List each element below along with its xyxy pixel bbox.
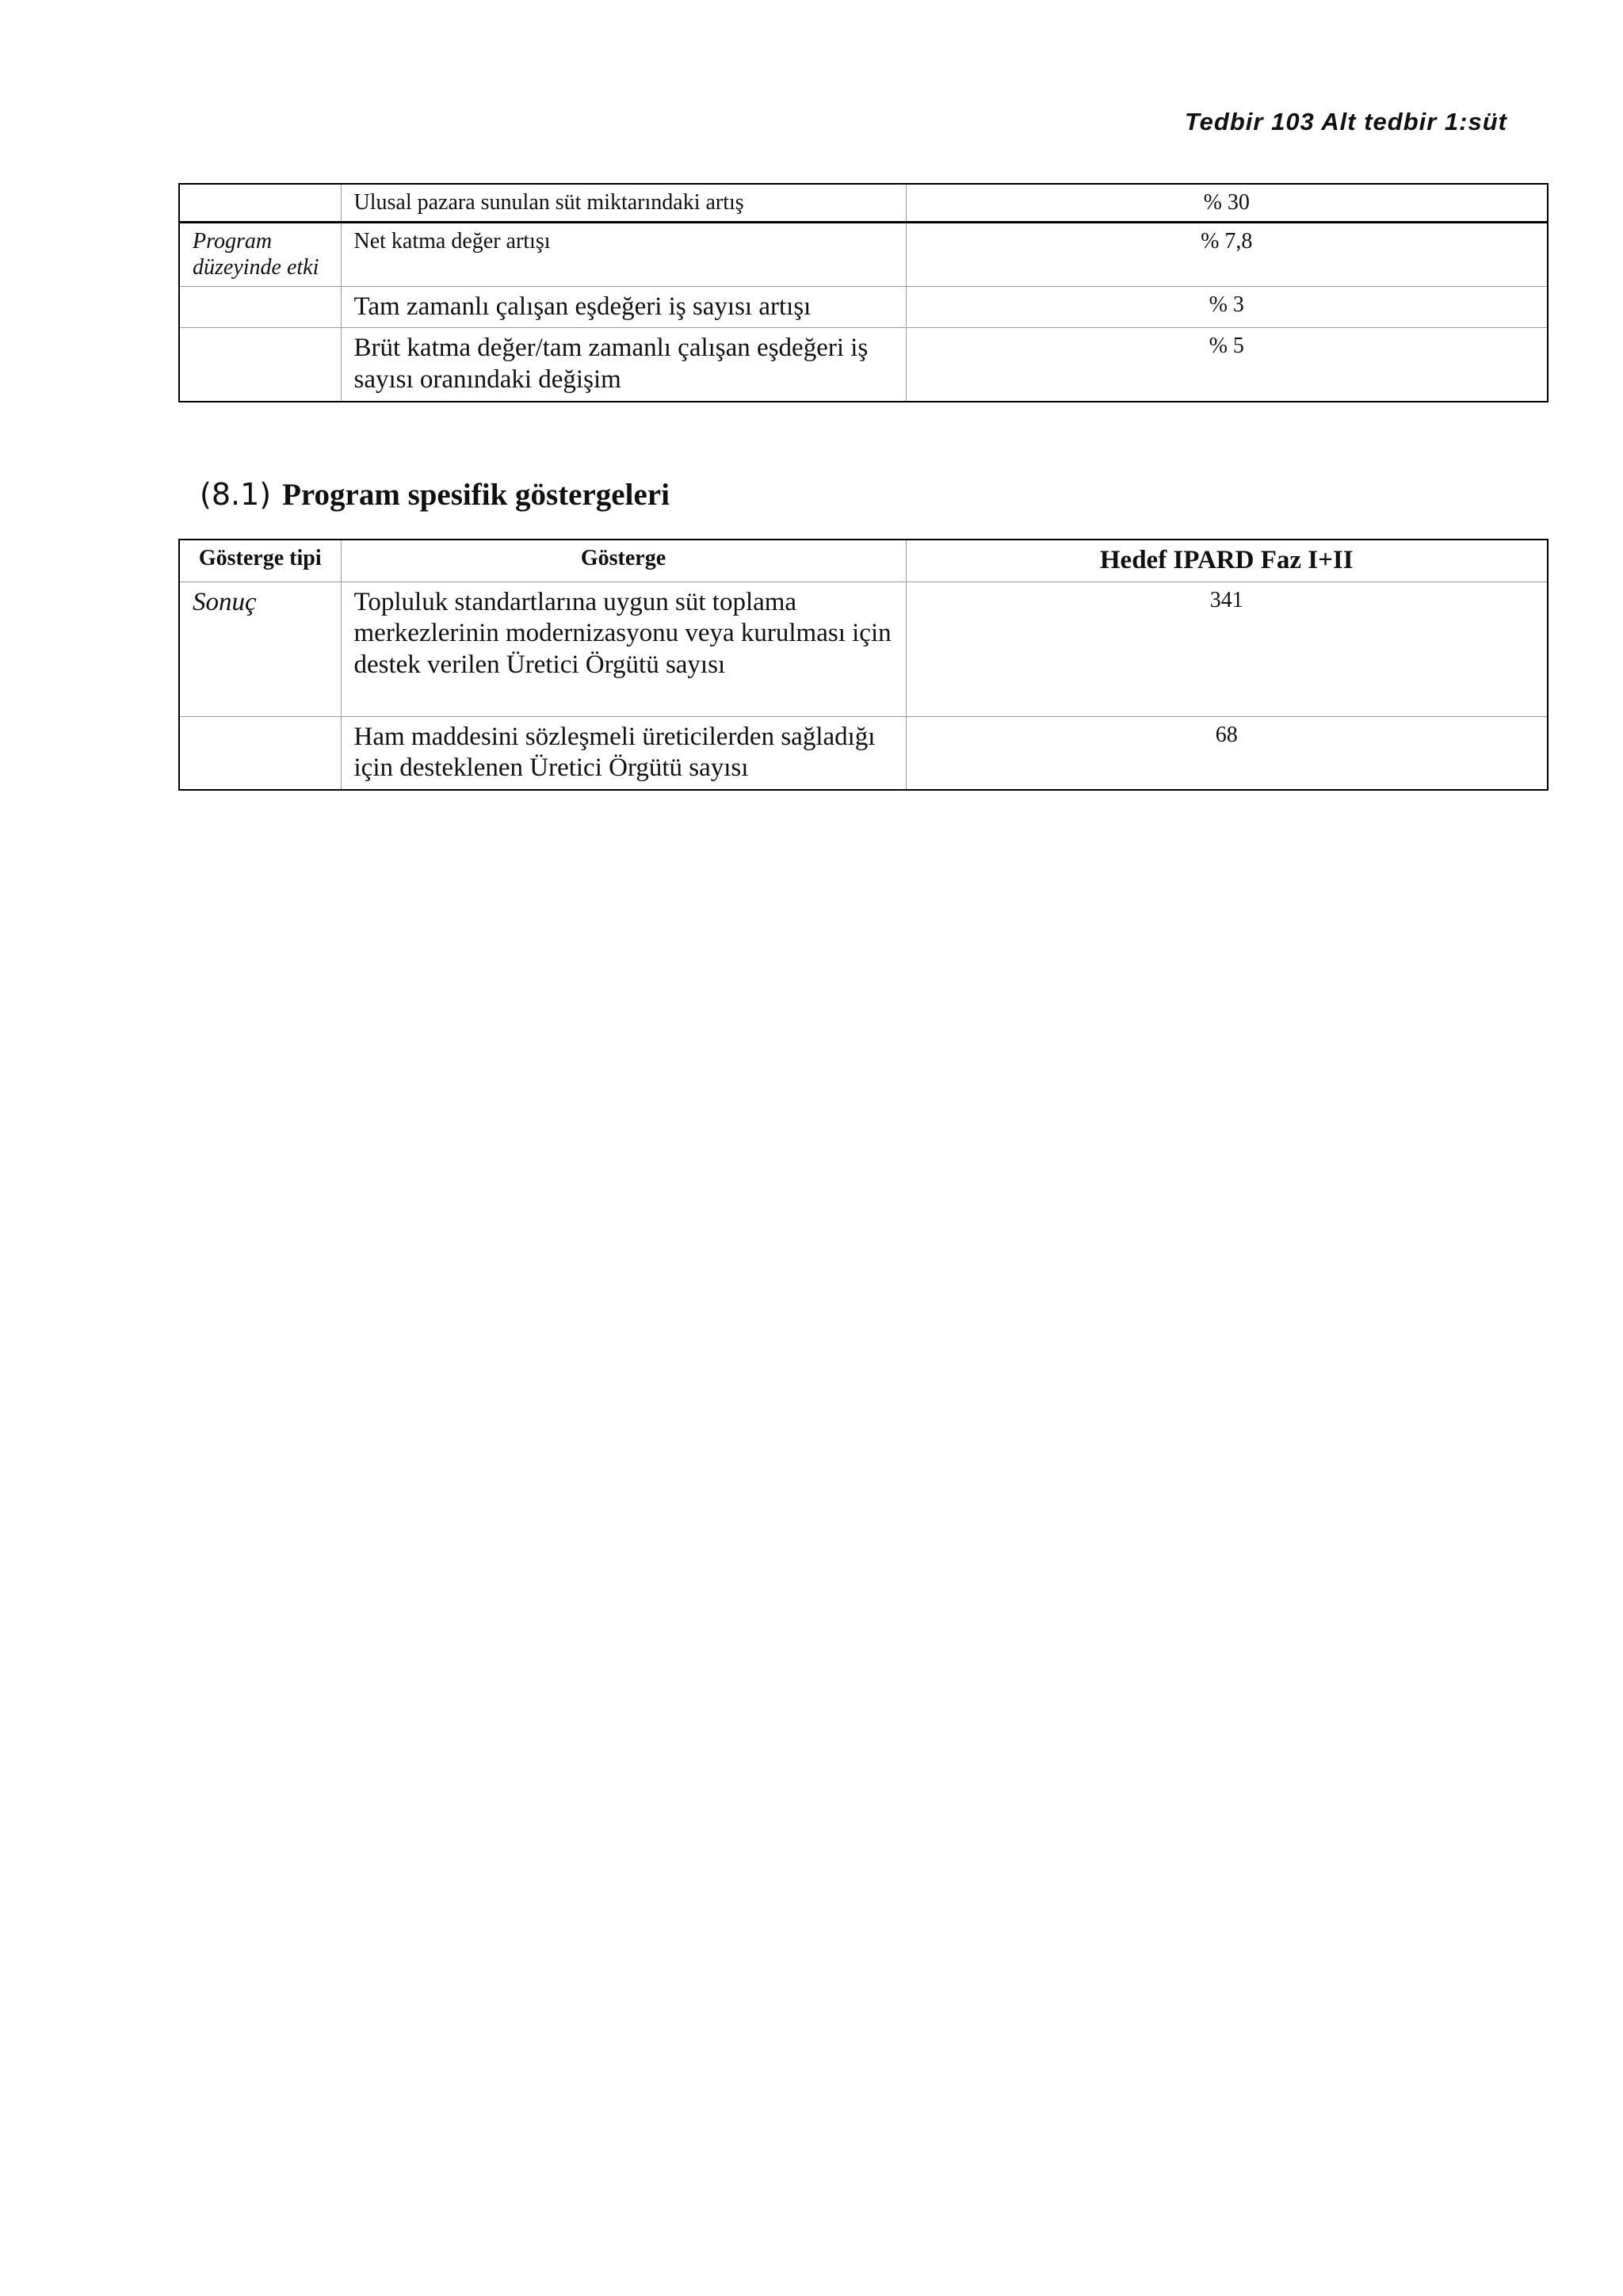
indicator-type-cell: Sonuç	[179, 582, 341, 716]
specific-indicator-table	[178, 539, 1549, 791]
header-indicator: Gösterge	[341, 540, 906, 582]
table-row	[179, 716, 1548, 790]
indicator-cell: Topluluk standartlarına uygun süt toplama merkezlerinin modernizasyonu veya kurulması için destek verilen Üretici Örgütü sayısı	[341, 582, 906, 716]
target-cell: % 7,8	[906, 222, 1548, 286]
table-header-row	[179, 540, 1548, 582]
indicator-cell: Ulusal pazara sunulan süt miktarındaki artış	[341, 184, 906, 222]
target-cell: 68	[906, 716, 1548, 790]
indicator-cell: Brüt katma değer/tam zamanlı çalışan eşdeğeri iş sayısı oranındaki değişim	[341, 328, 906, 402]
table-row	[179, 582, 1548, 716]
indicator-cell: Ham maddesini sözleşmeli üreticilerden sağladığı için desteklenen Üretici Örgütü sayısı	[341, 716, 906, 790]
header-indicator-type: Gösterge tipi	[179, 540, 341, 582]
indicator-cell: Tam zamanlı çalışan eşdeğeri iş sayısı artışı	[341, 286, 906, 328]
section-heading	[200, 477, 670, 513]
section-number: (8.1)	[200, 477, 272, 512]
indicator-cell: Net katma değer artışı	[341, 222, 906, 286]
target-cell: 341	[906, 582, 1548, 716]
indicator-type-cell	[179, 328, 341, 402]
table-row	[179, 286, 1548, 328]
impact-indicator-table	[178, 183, 1549, 402]
indicator-type-cell	[179, 184, 341, 222]
indicator-type-cell	[179, 716, 341, 790]
header-target: Hedef IPARD Faz I+II	[906, 540, 1548, 582]
indicator-type-cell	[179, 286, 341, 328]
running-header: Tedbir 103 Alt tedbir 1:süt	[1184, 108, 1507, 135]
indicator-type-cell: Program düzeyinde etki	[179, 222, 341, 286]
table-row	[179, 222, 1548, 286]
target-cell: % 5	[906, 328, 1548, 402]
table-row	[179, 184, 1548, 222]
section-title: Program spesifik göstergeleri	[282, 478, 670, 512]
target-cell: % 3	[906, 286, 1548, 328]
target-cell: % 30	[906, 184, 1548, 222]
table-row	[179, 328, 1548, 402]
